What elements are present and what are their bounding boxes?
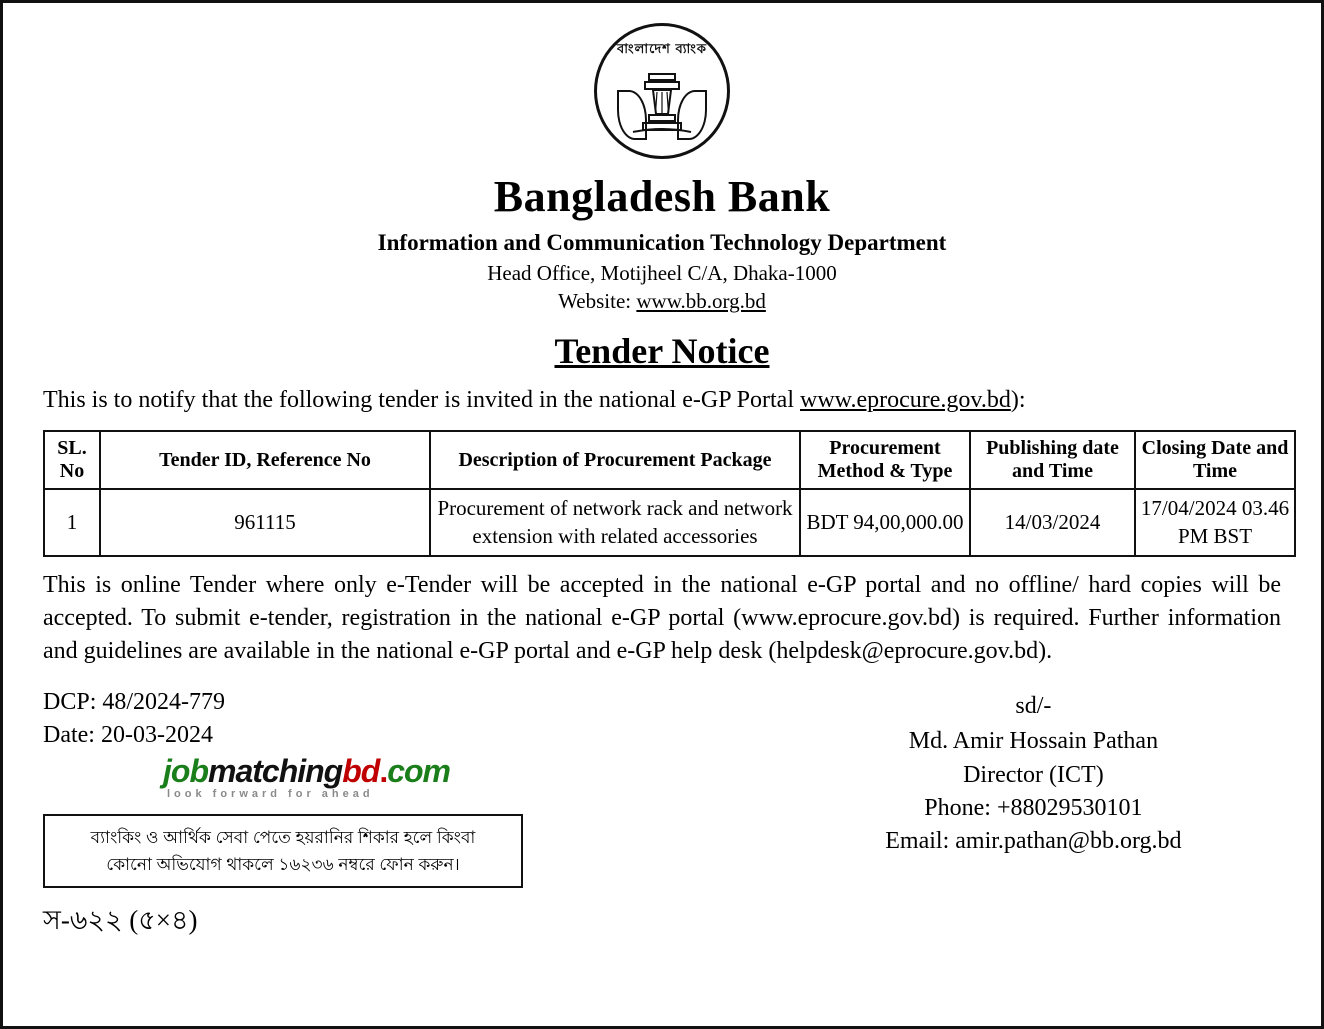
signature-block: [786, 686, 1281, 945]
office-address: Head Office, Motijheel C/A, Dhaka-1000: [487, 261, 837, 285]
notice-heading: Tender Notice: [554, 331, 770, 371]
department-name: Information and Communication Technology Department: [377, 230, 947, 255]
logo-container: [43, 23, 1281, 159]
watermark-tagline: look forward for ahead: [167, 788, 374, 801]
signatory-name: Md. Amir Hossain Pathan: [908, 728, 1159, 755]
table-header-row: [44, 431, 1295, 489]
watermark-part-com: com: [387, 753, 450, 790]
cell-publishing: 14/03/2024: [970, 489, 1135, 556]
page-title: Bangladesh Bank: [493, 172, 831, 221]
footer: [43, 686, 1281, 945]
bangla-document-code: স-৬২২ (৫×৪): [43, 905, 198, 936]
intro-text-before: This is to notify that the following tender is invited in the national e-GP Portal: [43, 387, 800, 413]
signature-sd: sd/-: [1015, 693, 1052, 720]
column-header-sl: SL. No: [44, 431, 100, 489]
column-header-description: Description of Procurement Package: [430, 431, 800, 489]
website-label: Website:: [558, 289, 637, 313]
bangla-notice-line-2: কোনো অভিযোগ থাকলে ১৬২৩৬ নম্বরে ফোন করুন।: [106, 855, 460, 875]
footer-left: [43, 686, 761, 945]
table-row: [44, 489, 1295, 556]
bangla-notice-line-1: ব্যাংকিং ও আর্থিক সেবা পেতে হয়রানির শিকার হলে কিংবা: [90, 828, 476, 848]
column-header-method: Procurement Method & Type: [800, 431, 970, 489]
signatory-email: Email: amir.pathan@bb.org.bd: [885, 827, 1182, 854]
column-header-tender-id: Tender ID, Reference No: [100, 431, 430, 489]
watermark-part-matching: matching: [207, 753, 343, 790]
intro-text-after: ):: [1010, 387, 1026, 413]
document-date: Date: 20-03-2024: [43, 721, 213, 748]
website-link[interactable]: www.bb.org.bd: [636, 289, 766, 313]
seal-bangla-text: বাংলাদেশ ব্যাংক: [617, 41, 707, 56]
cell-method: BDT 94,00,000.00: [800, 489, 970, 556]
website-line: [43, 289, 1281, 314]
tender-table: [43, 430, 1296, 557]
watermark-part-bd: bd: [342, 753, 380, 790]
signatory-designation: Director (ICT): [963, 761, 1104, 788]
column-header-closing: Closing Date and Time: [1135, 431, 1295, 489]
watermark-dot: .: [379, 753, 388, 790]
watermark-part-job: job: [163, 753, 208, 790]
leaf-right-icon: [677, 90, 707, 140]
cell-description: Procurement of network rack and network extension with related accessories: [430, 489, 800, 556]
body-paragraph: This is online Tender where only e-Tender will be accepted in the national e-GP portal and no offline/ hard copies will be accepted. To submit e-tender, registration in the national e-GP portal (www.eprocure.gov.bd) is required. Further information and guidelines are available in the national e-GP portal and e-GP help desk (helpdesk@eprocure.gov.bd).: [43, 571, 1281, 665]
signatory-phone: Phone: +88029530101: [924, 794, 1143, 821]
watermark-logo: [163, 753, 761, 800]
dcp-number: DCP: 48/2024-779: [43, 689, 226, 716]
cell-sl: 1: [44, 489, 100, 556]
cell-tender-id: 961115: [100, 489, 430, 556]
cell-closing: 17/04/2024 03.46 PM BST: [1135, 489, 1295, 556]
column-header-publishing: Publishing date and Time: [970, 431, 1135, 489]
intro-paragraph: [43, 384, 1281, 416]
bangla-notice-box: [43, 814, 523, 888]
bangladesh-bank-seal-icon: [594, 23, 730, 159]
eprocure-portal-link[interactable]: www.eprocure.gov.bd: [800, 387, 1011, 413]
